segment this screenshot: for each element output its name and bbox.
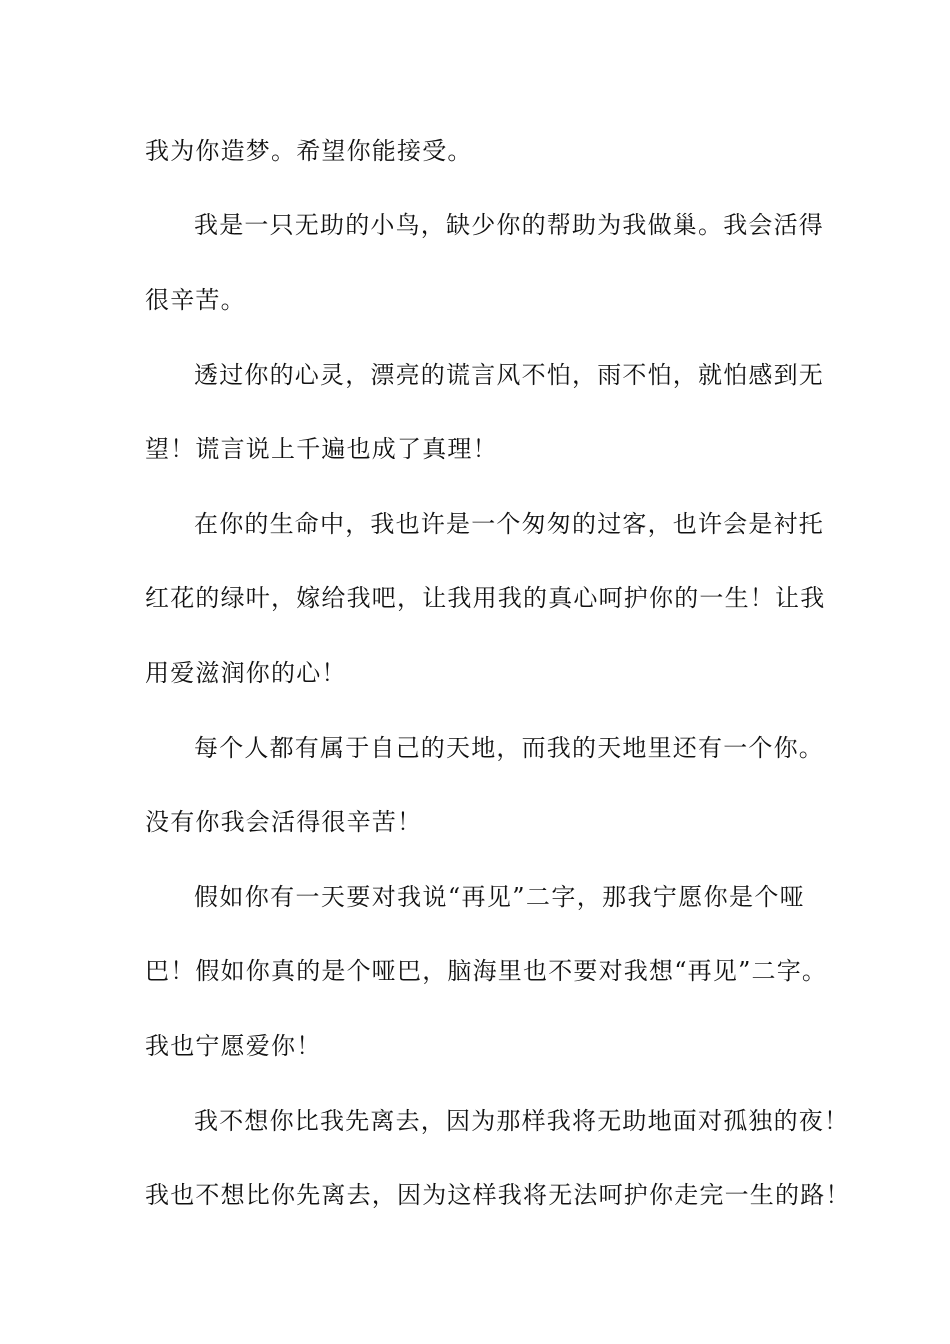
text-line: 用爱滋润你的心！ <box>145 659 347 687</box>
text-line: 巴！假如你真的是个哑巴，脑海里也不要对我想“再见”二字。 <box>145 957 828 985</box>
text-line: 望！谎言说上千遍也成了真理！ <box>145 435 498 463</box>
text-line: 我是一只无助的小鸟，缺少你的帮助为我做巢。我会活得 <box>194 211 824 239</box>
text-line: 假如你有一天要对我说“再见”二字，那我宁愿你是个哑 <box>194 883 805 911</box>
text-line: 我不想你比我先离去，因为那样我将无助地面对孤独的夜！ <box>194 1107 850 1135</box>
text-line: 透过你的心灵，漂亮的谎言风不怕，雨不怕，就怕感到无 <box>194 361 824 389</box>
text-line: 很辛苦。 <box>145 286 246 314</box>
text-line: 在你的生命中，我也许是一个匆匆的过客，也许会是衬托 <box>194 510 824 538</box>
text-line: 我也不想比你先离去，因为这样我将无法呵护你走完一生的路！ <box>145 1181 851 1209</box>
text-line: 我也宁愿爱你！ <box>145 1032 322 1060</box>
text-line: 红花的绿叶，嫁给我吧，让我用我的真心呵护你的一生！让我 <box>145 584 826 612</box>
text-line: 我为你造梦。希望你能接受。 <box>145 137 473 165</box>
text-line: 每个人都有属于自己的天地，而我的天地里还有一个你。 <box>194 734 824 762</box>
text-line: 没有你我会活得很辛苦！ <box>145 808 423 836</box>
